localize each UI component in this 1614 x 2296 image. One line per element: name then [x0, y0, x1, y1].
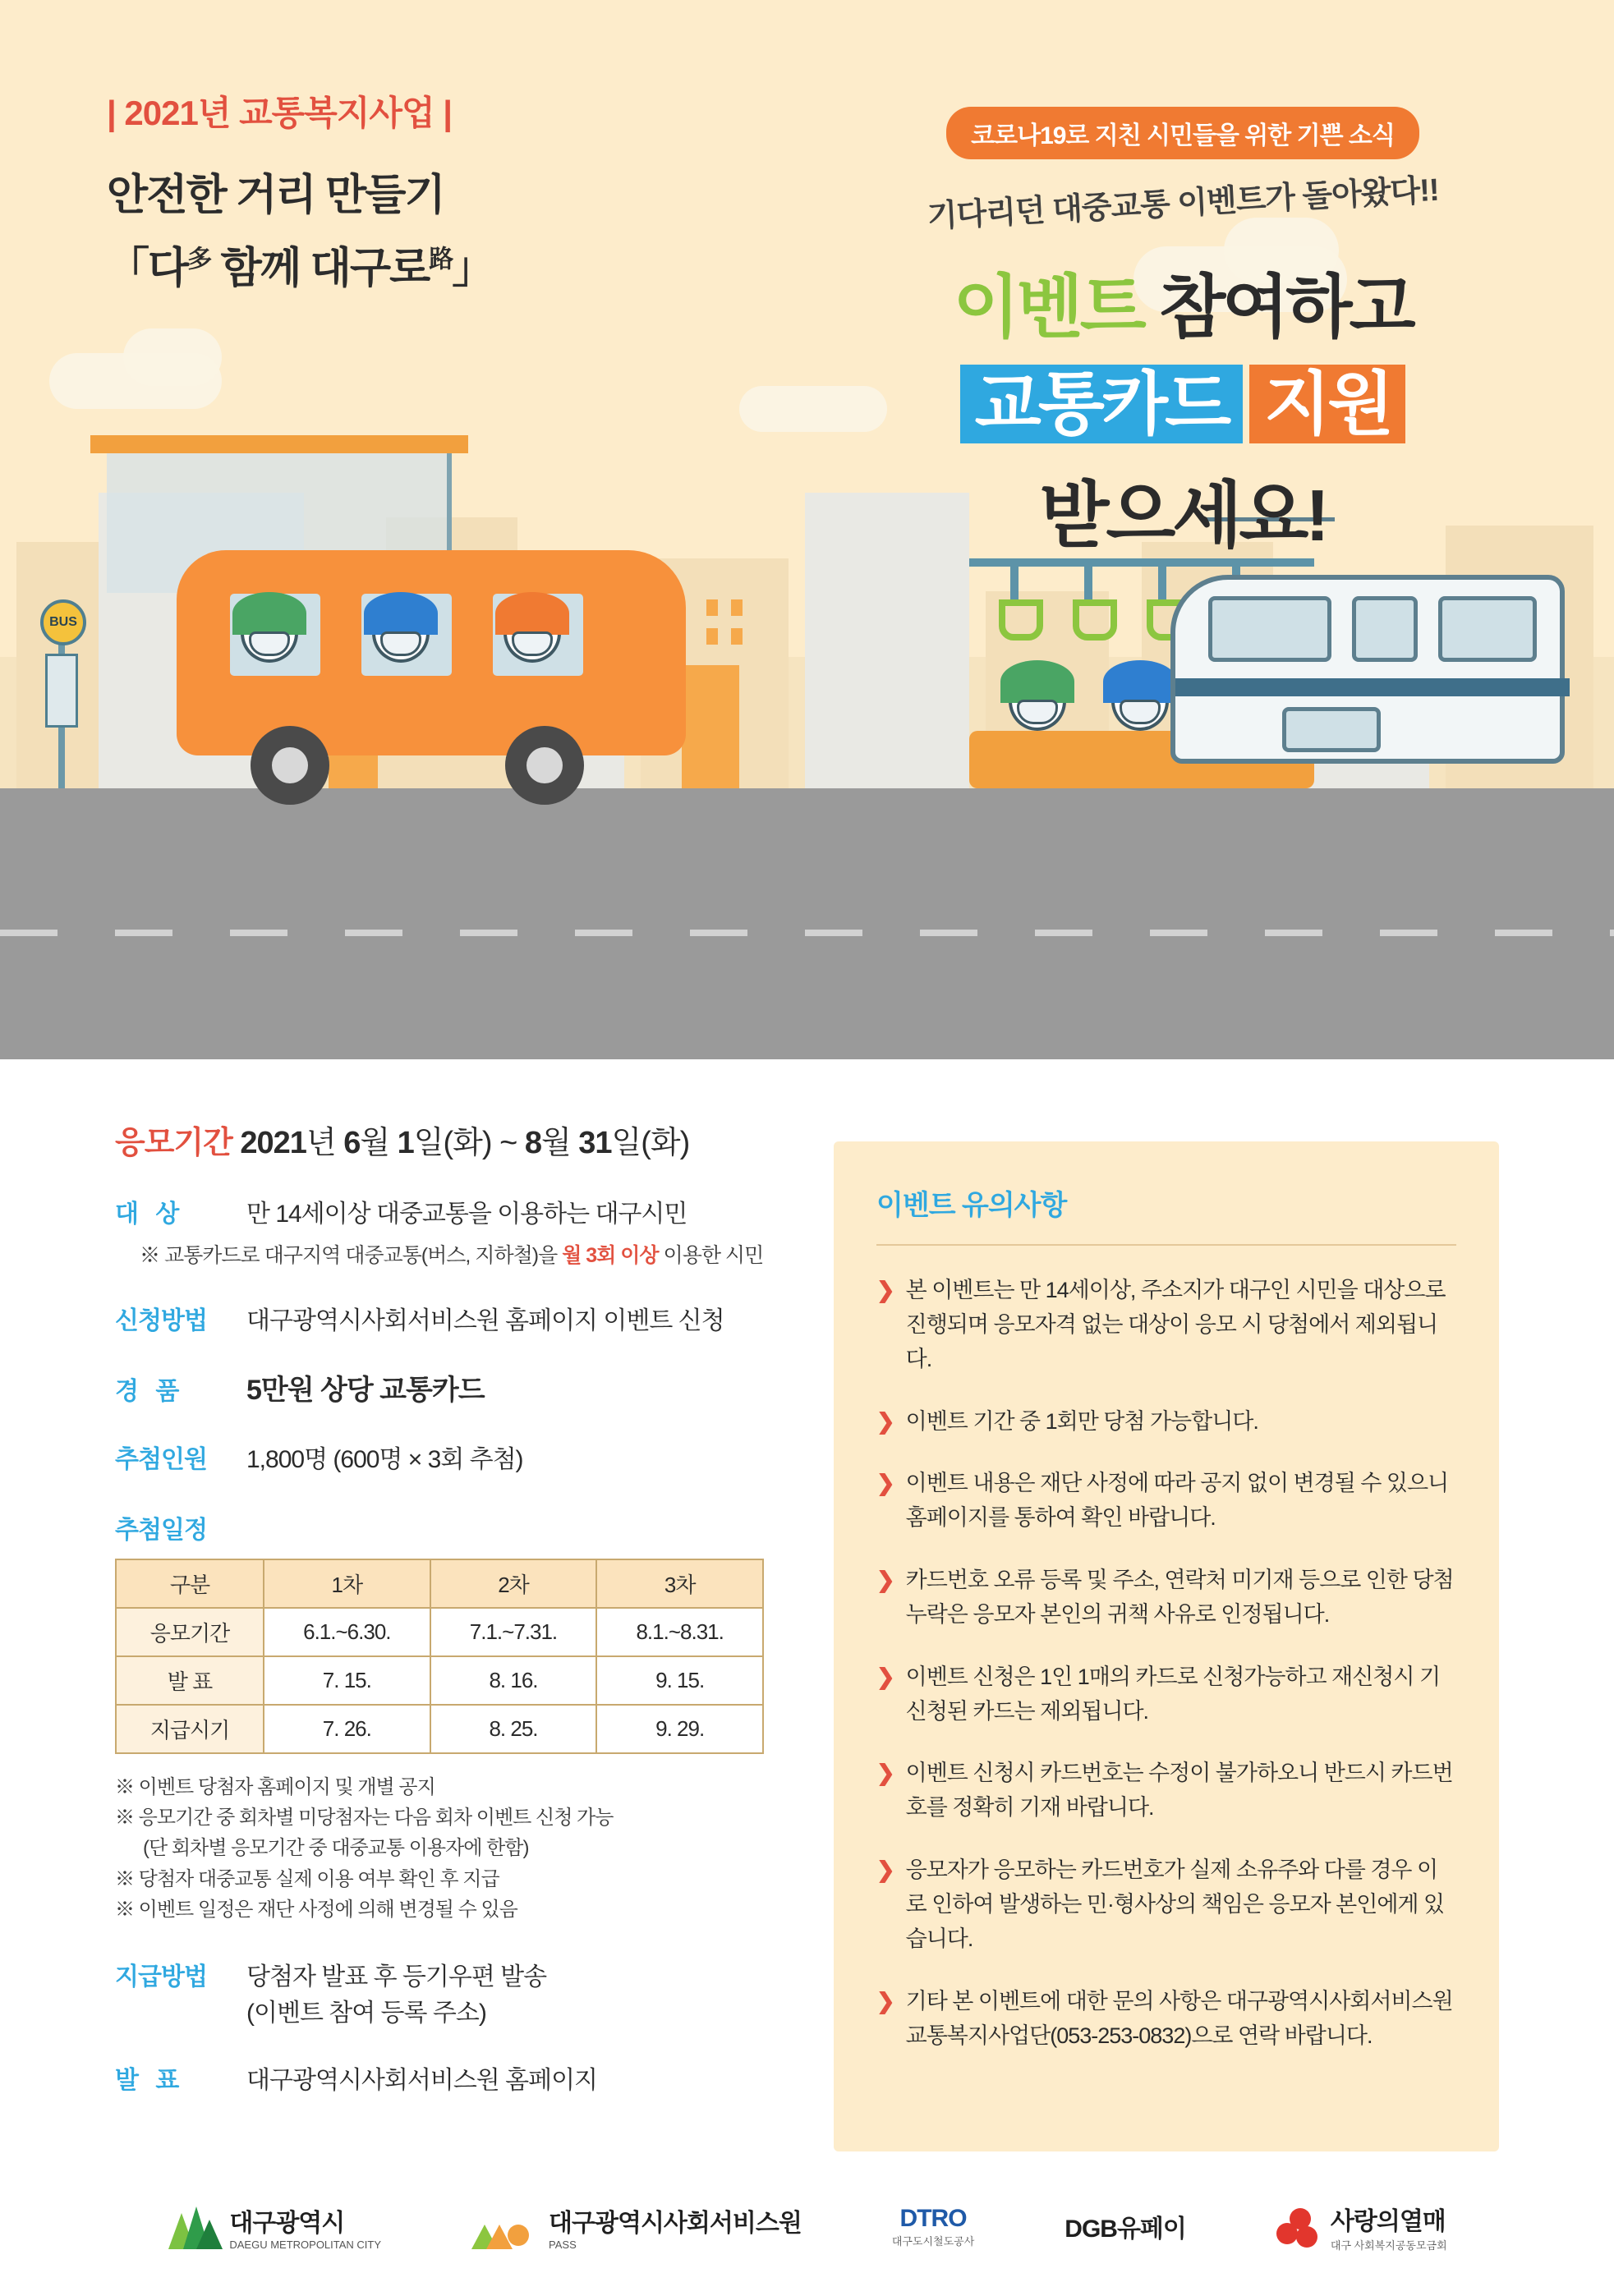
period-month1: 6: [343, 1126, 361, 1160]
bus-icon: BUS: [40, 599, 86, 645]
payment-value: [246, 1956, 838, 2028]
list-item: [876, 1853, 1456, 1957]
schedule-col-1: 1차: [264, 1559, 430, 1608]
hero-headline-1: [838, 252, 1528, 351]
schedule-r2c3: 9. 29.: [596, 1705, 763, 1753]
logo-dgb-upay: [1065, 2208, 1186, 2244]
event-details-column: [115, 1117, 838, 2096]
detail-row-winners: [115, 1439, 838, 1475]
schedule-footnotes: [115, 1772, 838, 1925]
road: [0, 788, 1614, 1059]
bus-illustration: [177, 550, 686, 805]
notice-text-3: 카드번호 오류 등록 및 주소, 연락처 미기재 등으로 인한 당첨 누락은 응모자 본인의 귀책 사유로 인정됩니다.: [905, 1568, 1454, 1627]
notice-text-7: 기타 본 이벤트에 대한 문의 사항은 대구광역시사회서비스원 교통복지사업단(053-253-0832)으로 연락 바랍니다.: [905, 1988, 1453, 2048]
chevron-right-icon: ❯: [876, 1408, 894, 1434]
chevron-right-icon: ❯: [876, 1664, 894, 1689]
poster-title-line1: 안전한 거리 만들기: [107, 172, 444, 219]
payment-label: 지급방법: [115, 1963, 207, 1991]
winners-value: 1,800명 (600명 × 3회 추첨): [246, 1446, 523, 1473]
logo-social-service-agency: [471, 2202, 802, 2251]
mascot-blue: [366, 595, 436, 671]
table-row: [116, 1705, 763, 1753]
target-note: [140, 1239, 838, 1269]
period-day2: 31: [578, 1126, 612, 1160]
chevron-right-icon: ❯: [876, 1761, 894, 1786]
detail-row-payment: [115, 1956, 838, 2028]
mascot-seated-blue: [1105, 664, 1175, 739]
notice-text-1: 이벤트 기간 중 1회만 당첨 가능합니다.: [905, 1408, 1258, 1434]
schedule-r1c0: 발 표: [116, 1656, 264, 1705]
title2-sup-many: 多: [187, 246, 211, 273]
logo-fol-name: 사랑의열매: [1330, 2207, 1446, 2235]
period-day1-suffix: 일(화) ~: [413, 1126, 525, 1160]
table-row: [116, 1608, 763, 1656]
prize-label: 경 품: [115, 1378, 185, 1405]
list-item: [876, 1405, 1456, 1440]
mascot-orange: [497, 595, 568, 671]
schedule-r0c2: 7.1.~7.31.: [430, 1608, 597, 1656]
target-note-pre: ※ 교통카드로 대구지역 대중교통(버스, 지하철)을: [140, 1244, 563, 1267]
notice-text-4: 이벤트 신청은 1인 1매의 카드로 신청가능하고 재신청시 기 신청된 카드는 제외됩니다.: [905, 1664, 1441, 1724]
footnote-4: ※ 이벤트 일정은 재단 사정에 의해 변경될 수 있음: [115, 1898, 517, 1921]
headline-rest: 참여하고: [1143, 269, 1413, 346]
schedule-r0c1: 6.1.~6.30.: [264, 1608, 430, 1656]
detail-row-apply-method: [115, 1300, 838, 1336]
target-note-post: 이용한 시민: [658, 1244, 764, 1267]
notice-text-6: 응모자가 응모하는 카드번호가 실제 소유주와 다를 경우 이로 인하여 발생하는 민·형사상의 책임은 응모자 본인에게 있습니다.: [905, 1857, 1445, 1951]
hero-headline-3: 받으세요!: [1039, 475, 1327, 557]
logo-daegu-name: 대구광역시: [229, 2209, 345, 2237]
detail-row-announcement: [115, 2060, 838, 2096]
title2-pre: 「다: [107, 245, 188, 292]
period-year: 2021: [240, 1126, 306, 1160]
headline-chip-support: 지원: [1249, 365, 1405, 443]
announcement-label: 발 표: [115, 2066, 185, 2094]
prize-value: 5만원 상당 교통카드: [246, 1375, 485, 1406]
period-month2-suffix: 월: [540, 1126, 579, 1160]
list-item: [876, 1564, 1456, 1632]
period-day1: 1: [397, 1126, 414, 1160]
schedule-r2c0: 지급시기: [116, 1705, 264, 1753]
winners-label: 추첨인원: [115, 1446, 207, 1473]
poster-title-line2: [107, 233, 493, 295]
logo-dtro-name: DTRO: [899, 2204, 967, 2232]
bus-stop-sign: [45, 599, 78, 788]
payment-value-line2: (이벤트 참여 등록 주소): [246, 1999, 486, 2027]
list-item: [876, 1467, 1456, 1536]
schedule-col-2: 2차: [430, 1559, 597, 1608]
schedule-col-0: 구분: [116, 1559, 264, 1608]
chevron-right-icon: ❯: [876, 1278, 894, 1302]
hero-handwritten-line: 기다리던 대중교통 이벤트가 돌아왔다!!: [926, 172, 1440, 235]
schedule-r1c1: 7. 15.: [264, 1656, 430, 1705]
list-item: [876, 1274, 1456, 1377]
chevron-right-icon: ❯: [876, 1471, 894, 1496]
period-year-suffix: 년: [306, 1126, 344, 1160]
footnote-0: ※ 이벤트 당첨자 홈페이지 및 개별 공지: [115, 1776, 435, 1798]
table-row: [116, 1656, 763, 1705]
list-item: [876, 1660, 1456, 1729]
notice-divider: [876, 1244, 1456, 1246]
schedule-r0c0: 응모기간: [116, 1608, 264, 1656]
logo-fol-sub: 대구 사회복지공동모금회: [1330, 2239, 1447, 2252]
notice-panel: [834, 1141, 1499, 2151]
logo-daegu-city: [167, 2202, 381, 2251]
fruit-of-love-icon: [1276, 2203, 1319, 2249]
period-day2-suffix: 일(화): [611, 1126, 690, 1160]
period-month1-suffix: 월: [360, 1126, 398, 1160]
hero-pill-badge: 코로나19로 지친 시민들을 위한 기쁜 소식: [946, 107, 1419, 159]
title2-sup-road: 路: [429, 246, 453, 273]
daegu-mountain-icon: [167, 2203, 218, 2249]
notice-text-0: 본 이벤트는 만 14세이상, 주소지가 대구인 시민을 대상으로 진행되며 응모자격 없는 대상이 응모 시 당첨에서 제외됩니다.: [905, 1278, 1446, 1371]
schedule-col-3: 3차: [596, 1559, 763, 1608]
train-illustration: [1170, 550, 1565, 788]
apply-method-label: 신청방법: [115, 1307, 207, 1334]
footnote-3: ※ 당첨자 대중교통 실제 이용 여부 확인 후 지급: [115, 1867, 499, 1890]
title2-mid: 함께 대구로: [210, 245, 430, 292]
headline-event-word: 이벤트: [953, 269, 1143, 346]
mascot-seated-green: [1002, 664, 1073, 739]
schedule-r2c1: 7. 26.: [264, 1705, 430, 1753]
period-month2: 8: [524, 1126, 541, 1160]
application-period: [115, 1117, 838, 1162]
footnote-1: ※ 응모기간 중 회차별 미당첨자는 다음 회차 이벤트 신청 가능: [115, 1807, 614, 1830]
list-item: [876, 1985, 1456, 2054]
announcement-value: 대구광역시사회서비스원 홈페이지: [246, 2066, 598, 2094]
target-note-bold: 월 3회 이상: [562, 1244, 659, 1267]
logo-dgb-name: DGB유페이: [1065, 2216, 1186, 2243]
hero-headline-2: [838, 365, 1528, 443]
footnote-2: (단 회차별 응모기간 중 대중교통 이용자에 한함): [143, 1837, 529, 1860]
logo-ssa-sub: PASS: [549, 2238, 577, 2251]
sponsor-footer: [0, 2156, 1614, 2296]
schedule-r1c2: 8. 16.: [430, 1656, 597, 1705]
logo-ssa-name: 대구광역시사회서비스원: [549, 2209, 802, 2237]
hero-headline-block: [838, 107, 1528, 562]
logo-dtro-sub: 대구도시철도공사: [891, 2234, 975, 2248]
title2-post: 」: [452, 245, 494, 292]
notice-text-2: 이벤트 내용은 재단 사정에 따라 공지 없이 변경될 수 있으니 홈페이지를 통하여 확인 바랍니다.: [905, 1471, 1449, 1531]
target-value: 만 14세이상 대중교통을 이용하는 대구시민: [246, 1201, 687, 1228]
poster-title-block: [107, 86, 493, 295]
chevron-right-icon: ❯: [876, 1988, 894, 2014]
schedule-table: [115, 1559, 764, 1754]
notice-title: 이벤트 유의사항: [876, 1190, 1067, 1221]
application-period-label: 응모기간: [115, 1126, 232, 1160]
pass-icon: [471, 2203, 537, 2249]
mascot-green: [234, 595, 305, 671]
schedule-r0c3: 8.1.~8.31.: [596, 1608, 763, 1656]
detail-row-target: [115, 1193, 838, 1229]
list-item: [876, 1756, 1456, 1825]
poster-kicker: | 2021년 교통복지사업 |: [107, 94, 452, 132]
schedule-header-row: [116, 1559, 763, 1608]
schedule-title: 추첨일정: [115, 1517, 207, 1544]
chevron-right-icon: ❯: [876, 1857, 894, 1883]
detail-row-prize: [115, 1367, 838, 1407]
target-label: 대 상: [115, 1201, 185, 1228]
notice-text-5: 이벤트 신청시 카드번호는 수정이 불가하오니 반드시 카드번호를 정확히 기재 바랍니다.: [905, 1761, 1453, 1821]
hero-banner: [0, 0, 1614, 1059]
logo-fruit-of-love: [1276, 2201, 1447, 2252]
logo-daegu-sub: DAEGU METROPOLITAN CITY: [229, 2238, 382, 2251]
payment-value-line1: 당첨자 발표 후 등기우편 발송: [246, 1963, 547, 1991]
schedule-r1c3: 9. 15.: [596, 1656, 763, 1705]
headline-chip-card: 교통카드: [960, 365, 1244, 443]
schedule-r2c2: 8. 25.: [430, 1705, 597, 1753]
chevron-right-icon: ❯: [876, 1568, 894, 1593]
logo-dtro: [892, 2205, 974, 2248]
apply-method-value: 대구광역시사회서비스원 홈페이지 이벤트 신청: [246, 1307, 724, 1334]
